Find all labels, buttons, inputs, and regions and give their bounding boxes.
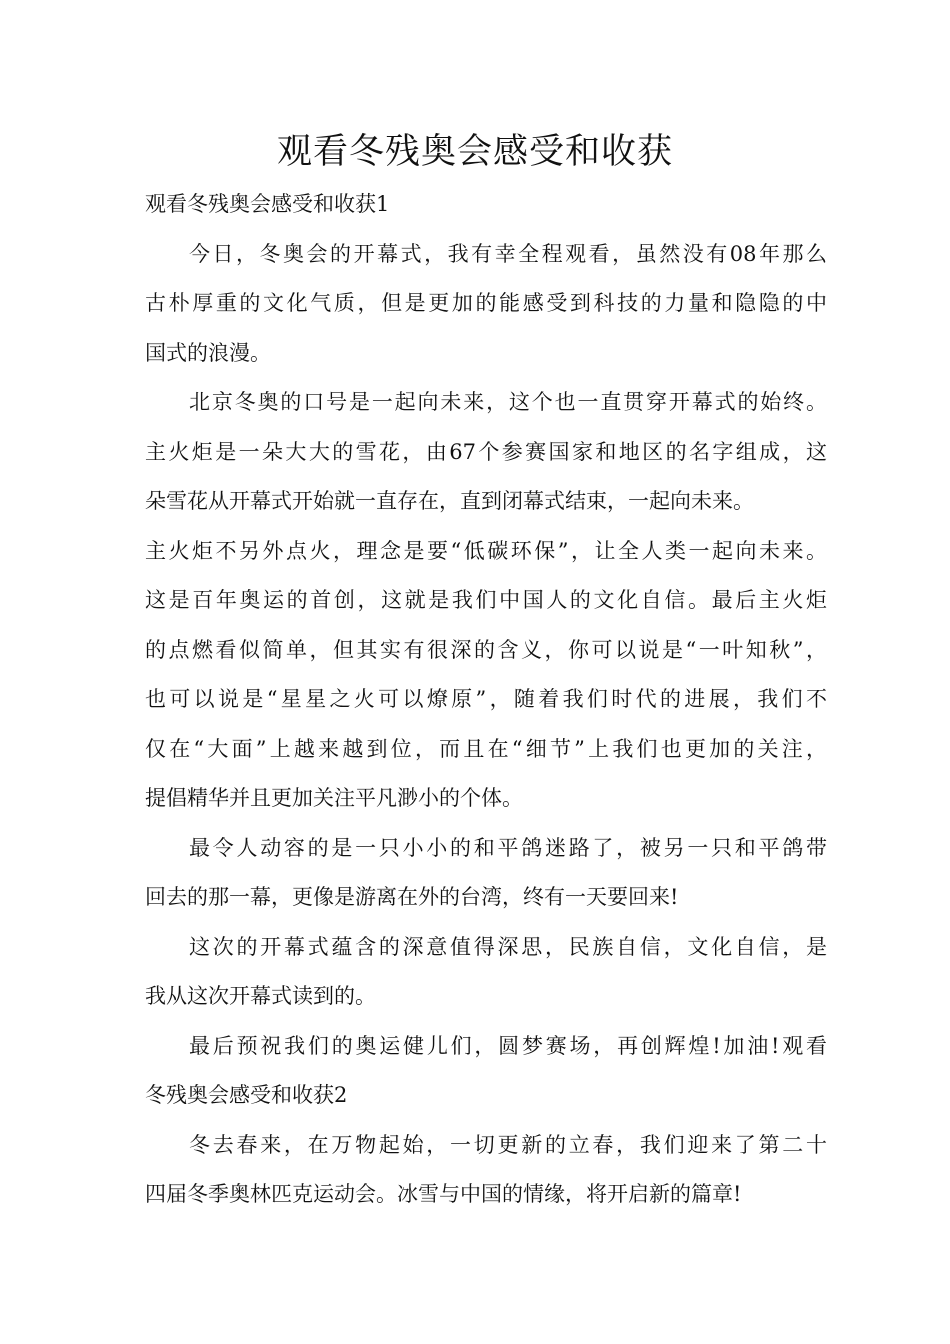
text-line: 古朴厚重的文化气质，但是更加的能感受到科技的力量和隐隐的中 xyxy=(145,291,827,315)
text-line: 冬去春来，在万物起始，一切更新的立春，我们迎来了第二十 xyxy=(189,1132,827,1157)
text-line: 观看冬残奥会感受和收获1 xyxy=(145,192,390,216)
text-line: 也可以说是“星星之火可以燎原”，随着我们时代的进展，我们不 xyxy=(145,687,827,711)
text-line: 国式的浪漫。 xyxy=(145,340,271,365)
text-line: 四届冬季奥林匹克运动会。冰雪与中国的情缘，将开启新的篇章! xyxy=(145,1182,742,1206)
text-line: 主火炬不另外点火，理念是要“低碳环保”，让全人类一起向未来。 xyxy=(145,538,827,563)
text-line: 朵雪花从开幕式开始就一直存在，直到闭幕式结束，一起向未来。 xyxy=(145,489,754,513)
text-line: 北京冬奥的口号是一起向未来，这个也一直贯穿开幕式的始终。 xyxy=(189,390,827,414)
text-line: 这次的开幕式蕴含的深意值得深思，民族自信，文化自信，是 xyxy=(189,934,827,959)
text-line: 今日，冬奥会的开幕式，我有幸全程观看，虽然没有08年那么 xyxy=(189,241,827,266)
text-line: 我从这次开幕式读到的。 xyxy=(145,984,376,1008)
document-title: 观看冬残奥会感受和收获 xyxy=(276,132,673,172)
text-line: 最后预祝我们的奥运健儿们，圆梦赛场，再创辉煌!加油!观看 xyxy=(189,1033,827,1058)
text-line: 提倡精华并且更加关注平凡渺小的个体。 xyxy=(145,786,523,810)
text-line: 回去的那一幕，更像是游离在外的台湾，终有一天要回来! xyxy=(145,885,679,909)
text-line: 仅在“大面”上越来越到位，而且在“细节”上我们也更加的关注， xyxy=(145,736,827,761)
text-line: 主火炬是一朵大大的雪花，由67个参赛国家和地区的名字组成，这 xyxy=(145,439,827,464)
text-line: 最令人动容的是一只小小的和平鸽迷路了，被另一只和平鸽带 xyxy=(189,835,827,860)
text-line: 冬残奥会感受和收获2 xyxy=(145,1083,348,1107)
text-line: 这是百年奥运的首创，这就是我们中国人的文化自信。最后主火炬 xyxy=(145,588,827,612)
document-body xyxy=(145,180,827,1220)
text-line: 的点燃看似简单，但其实有很深的含义，你可以说是“一叶知秋”， xyxy=(145,637,827,662)
